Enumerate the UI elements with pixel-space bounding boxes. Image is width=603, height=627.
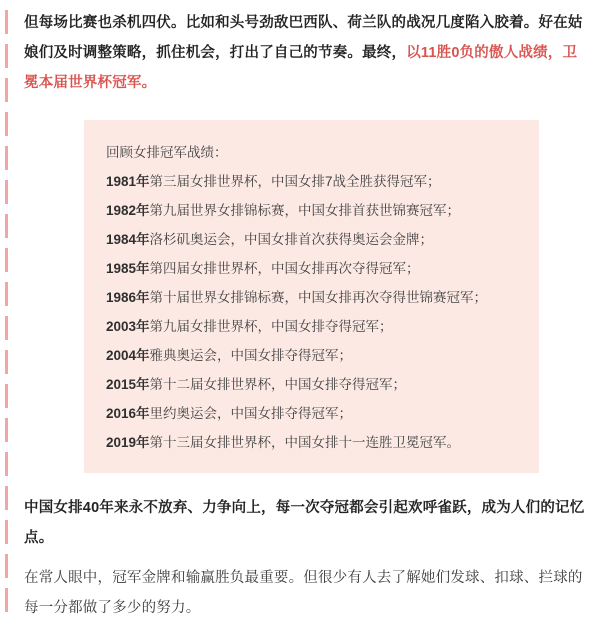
achievement-item: [106, 196, 519, 225]
achievement-text: 第十三届女排世界杯，中国女排十一连胜卫冕冠军。: [149, 435, 461, 450]
gutter-dash: [5, 554, 8, 578]
achievement-item: [106, 225, 519, 254]
achievements-highlight-box: [84, 120, 539, 473]
gutter-dash: [5, 248, 8, 272]
achievement-item: [106, 167, 519, 196]
achievement-item: [106, 312, 519, 341]
achievement-item: [106, 428, 519, 457]
achievement-item: [106, 399, 519, 428]
paragraph-last: 在常人眼中，冠军金牌和输赢胜负最重要。但很少有人去了解她们发球、扣球、拦球的每一分都做了多少的努力。: [24, 570, 583, 616]
achievement-year: 1986年: [106, 290, 150, 305]
achievement-item: [106, 341, 519, 370]
achievement-item: [106, 283, 519, 312]
paragraph-intro-plain: 但每场比赛也杀机四伏。比如和头号劲敌巴西队、荷兰队的战况几度陷入胶着。好在姑娘们及时调整策略，抓住机会，打出了自己的节奏。最终，: [24, 15, 583, 61]
gutter-dash: [5, 44, 8, 68]
achievement-year: 1982年: [106, 203, 150, 218]
paragraph-after-box: 中国女排40年来永不放弃、力争向上，每一次夺冠都会引起欢呼雀跃，成为人们的记忆点。: [24, 500, 585, 546]
gutter-dash: [5, 350, 8, 374]
gutter-dash: [5, 282, 8, 306]
achievement-year: 2003年: [106, 319, 150, 334]
achievement-year: 2015年: [106, 377, 150, 392]
gutter-dash: [5, 588, 8, 612]
gutter-dash: [5, 316, 8, 340]
achievement-year: 2016年: [106, 406, 150, 421]
achievement-text: 第四届女排世界杯，中国女排再次夺得冠军；: [149, 261, 420, 276]
achievement-text: 第九届世界女排锦标赛，中国女排首获世锦赛冠军；: [149, 203, 461, 218]
gutter-dash: [5, 180, 8, 204]
achievement-text: 第三届女排世界杯，中国女排7战全胜获得冠军；: [149, 174, 441, 189]
achievement-year: 2019年: [106, 435, 150, 450]
document-content: [16, 0, 603, 627]
gutter-dash: [5, 384, 8, 408]
gutter-dash: [5, 520, 8, 544]
achievement-year: 2004年: [106, 348, 150, 363]
gutter-dash: [5, 418, 8, 442]
paragraph-intro: [24, 8, 585, 98]
achievement-year: 1981年: [106, 174, 150, 189]
achievement-text: 洛杉矶奥运会，中国女排首次获得奥运会金牌；: [149, 232, 434, 247]
left-gutter-decoration: [0, 0, 16, 624]
gutter-dash: [5, 146, 8, 170]
achievement-text: 第九届女排世界杯，中国女排夺得冠军；: [149, 319, 393, 334]
achievement-item: [106, 370, 519, 399]
gutter-dash: [5, 10, 8, 34]
gutter-dash: [5, 452, 8, 476]
achievement-text: 第十届世界女排锦标赛，中国女排再次夺得世锦赛冠军；: [149, 290, 488, 305]
achievement-year: 1985年: [106, 261, 150, 276]
paragraph-intro-highlight: 以11胜0负的傲人战绩，卫冕本届世界杯冠军。: [24, 45, 578, 91]
achievement-text: 第十二届女排世界杯，中国女排夺得冠军；: [149, 377, 407, 392]
achievement-year: 1984年: [106, 232, 150, 247]
gutter-dash: [5, 486, 8, 510]
achievement-text: 里约奥运会，中国女排夺得冠军；: [149, 406, 353, 421]
gutter-dash: [5, 78, 8, 102]
achievement-item: [106, 254, 519, 283]
gutter-dash: [5, 214, 8, 238]
gutter-dash: [5, 112, 8, 136]
achievement-text: 雅典奥运会，中国女排夺得冠军；: [149, 348, 353, 363]
box-title: 回顾女排冠军战绩：: [106, 145, 228, 160]
